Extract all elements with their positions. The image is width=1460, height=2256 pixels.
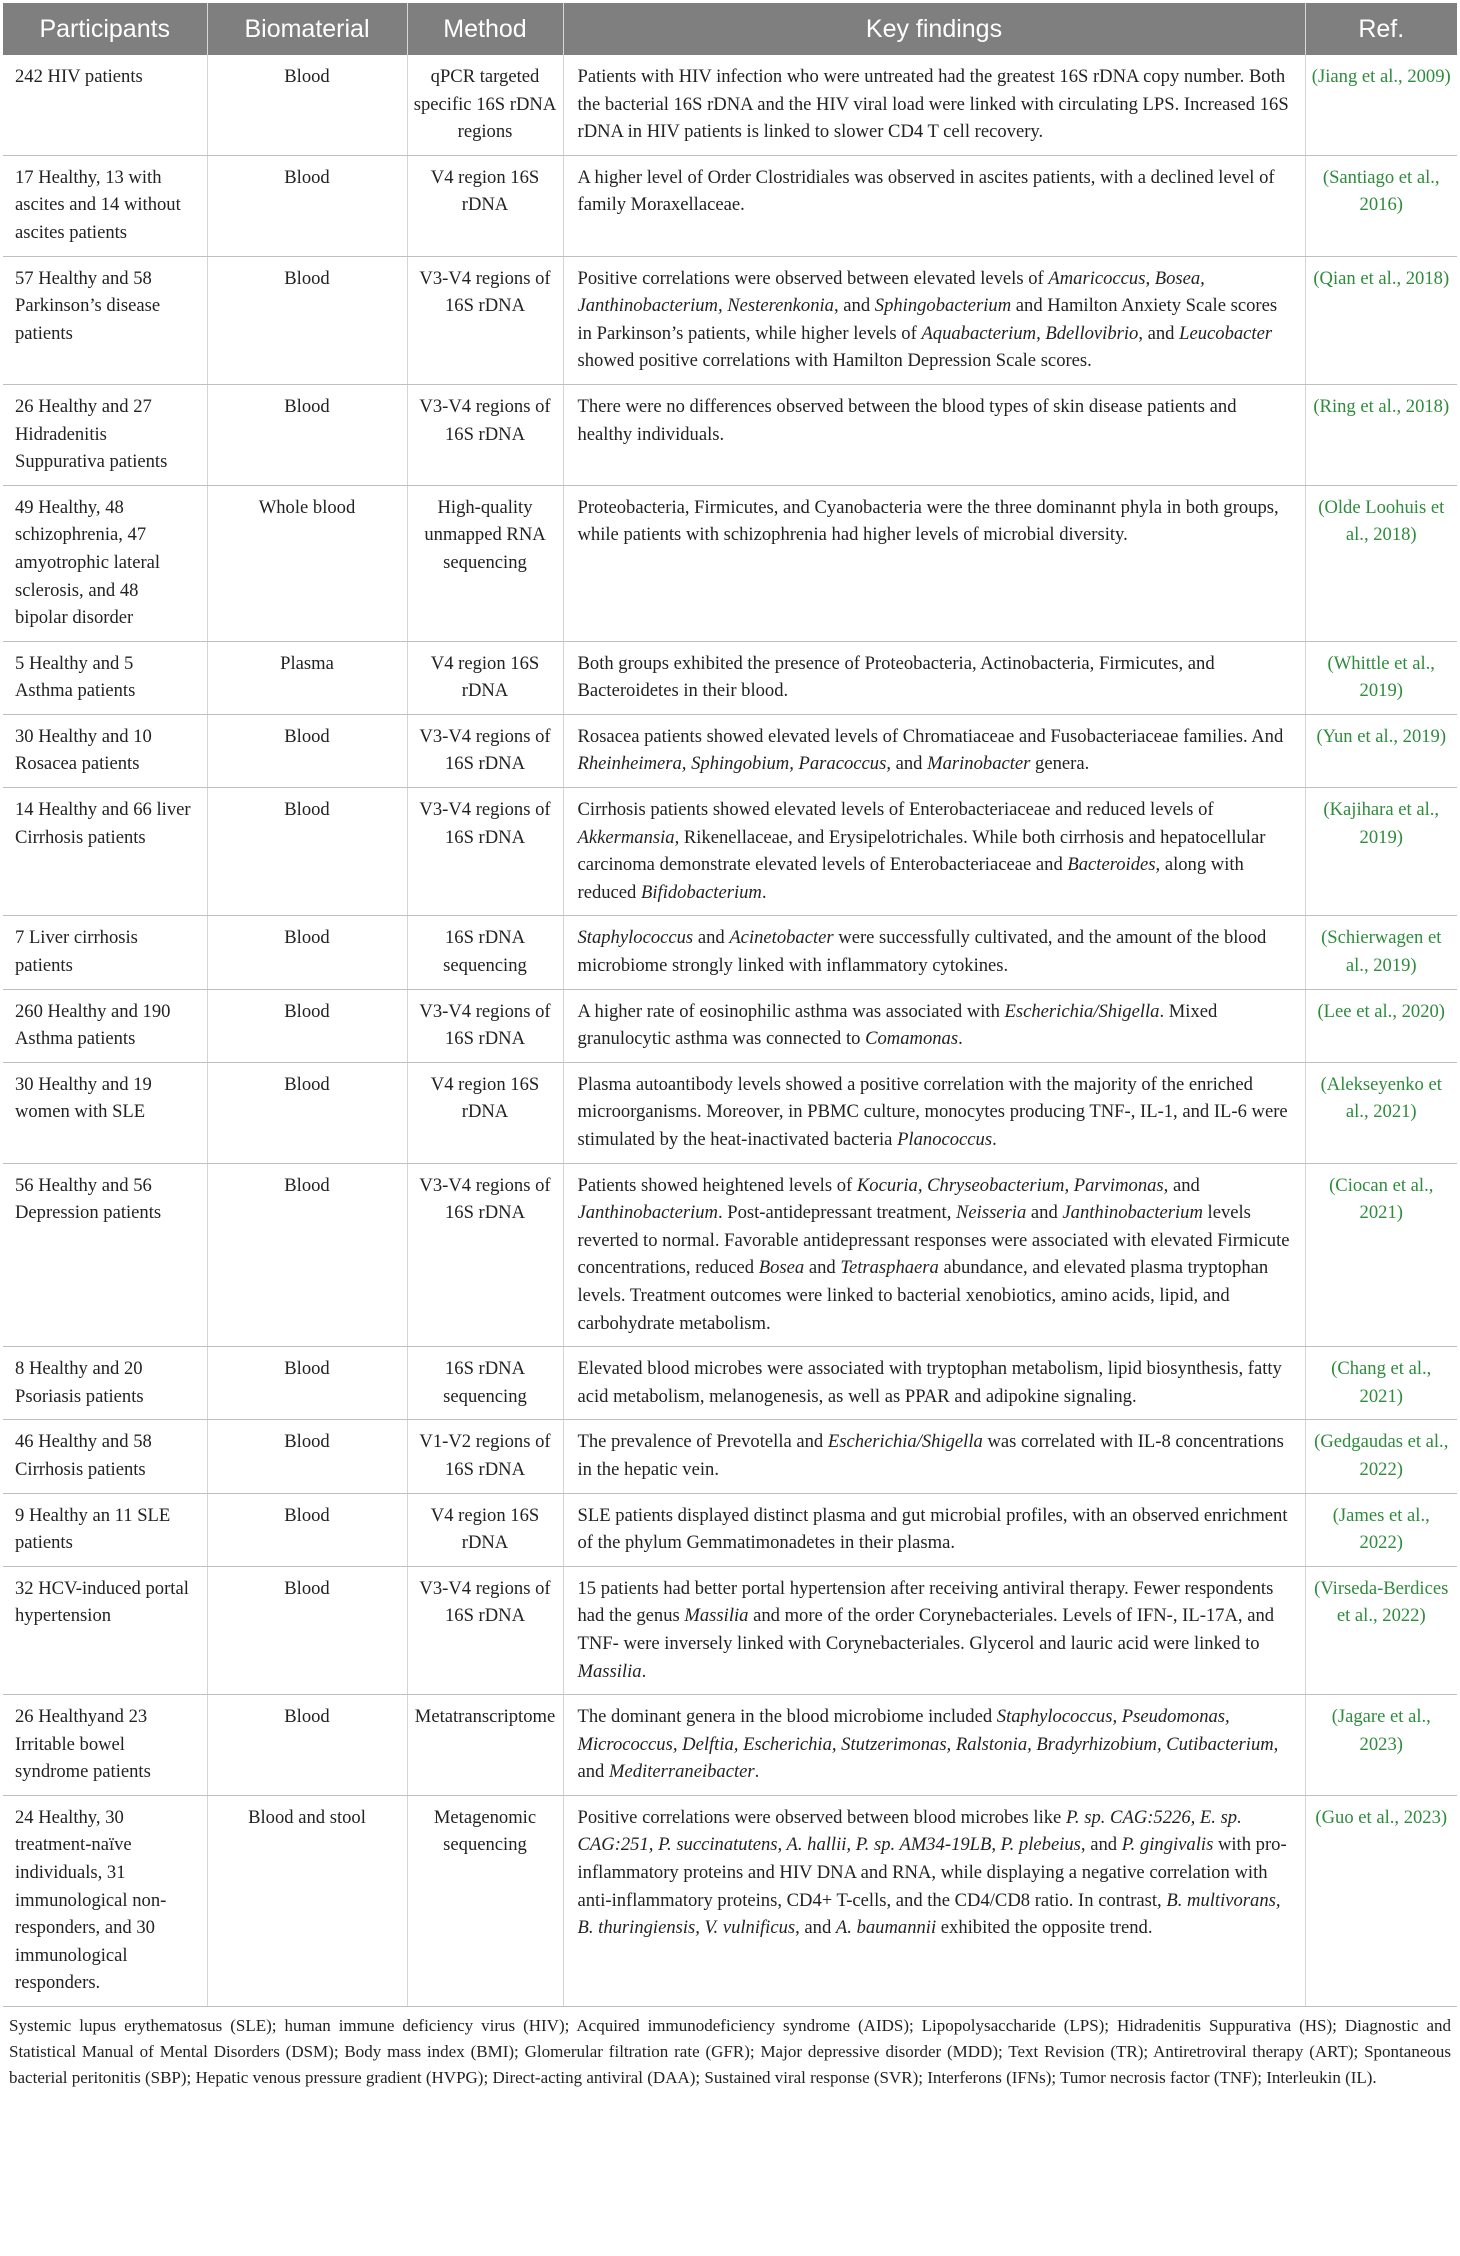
key-findings-cell: SLE patients displayed distinct plasma and gut microbial profiles, with an observed enrichment of the phylum Gemmatimonadetes in their plasma. [563, 1493, 1305, 1566]
table-row [3, 1347, 1457, 1420]
table-row [3, 1493, 1457, 1566]
participants-cell: 8 Healthy and 20 Psoriasis patients [3, 1347, 207, 1420]
key-findings-cell: Both groups exhibited the presence of Proteobacteria, Actinobacteria, Firmicutes, and Bacteroidetes in their blood. [563, 641, 1305, 714]
method-cell: 16S rDNA sequencing [407, 916, 563, 989]
reference-link[interactable]: (Schierwagen et al., 2019) [1305, 916, 1457, 989]
key-findings-cell: Patients with HIV infection who were untreated had the greatest 16S rDNA copy number. Both the bacterial 16S rDNA and the HIV viral load were linked with circulating LPS. Increased 16S rDNA in HIV patients is linked to slower CD4 T cell recovery. [563, 55, 1305, 155]
participants-cell: 49 Healthy, 48 schizophrenia, 47 amyotrophic lateral sclerosis, and 48 bipolar disorder [3, 485, 207, 641]
table-row [3, 55, 1457, 155]
biomaterial-cell: Blood [207, 1566, 407, 1694]
biomaterial-cell: Blood [207, 1062, 407, 1163]
method-cell: qPCR targeted specific 16S rDNA regions [407, 55, 563, 155]
blood-microbiome-table [3, 3, 1457, 2007]
table-row [3, 1163, 1457, 1347]
reference-link[interactable]: (Olde Loohuis et al., 2018) [1305, 485, 1457, 641]
reference-link[interactable]: (Jagare et al., 2023) [1305, 1695, 1457, 1796]
header-biomaterial: Biomaterial [207, 3, 407, 55]
table-container [3, 3, 1457, 2091]
reference-link[interactable]: (Guo et al., 2023) [1305, 1795, 1457, 2006]
biomaterial-cell: Blood [207, 1347, 407, 1420]
biomaterial-cell: Blood [207, 989, 407, 1062]
key-findings-cell: Positive correlations were observed between blood microbes like P. sp. CAG:5226, E. sp. CAG:251, P. succinatutens, A. hallii, P. sp. AM34-19LB, P. plebeius, and P. gingivalis with pro-inflammatory proteins and HIV DNA and RNA, while displaying a negative correlation with anti-inflammatory proteins, CD4+ T-cells, and the CD4/CD8 ratio. In contrast, B. multivorans, B. thuringiensis, V. vulnificus, and A. baumannii exhibited the opposite trend. [563, 1795, 1305, 2006]
participants-cell: 260 Healthy and 190 Asthma patients [3, 989, 207, 1062]
participants-cell: 56 Healthy and 56 Depression patients [3, 1163, 207, 1347]
key-findings-cell: Cirrhosis patients showed elevated levels of Enterobacteriaceae and reduced levels of Akkermansia, Rikenellaceae, and Erysipelotrichales. While both cirrhosis and hepatocellular carcinoma demonstrate elevated levels of Enterobacteriaceae and Bacteroides, along with reduced Bifidobacterium. [563, 788, 1305, 916]
participants-cell: 57 Healthy and 58 Parkinson’s disease patients [3, 256, 207, 384]
participants-cell: 5 Healthy and 5 Asthma patients [3, 641, 207, 714]
biomaterial-cell: Blood [207, 256, 407, 384]
method-cell: V4 region 16S rDNA [407, 641, 563, 714]
key-findings-cell: A higher level of Order Clostridiales was observed in ascites patients, with a declined level of family Moraxellaceae. [563, 155, 1305, 256]
biomaterial-cell: Blood [207, 788, 407, 916]
biomaterial-cell: Plasma [207, 641, 407, 714]
reference-link[interactable]: (Gedgaudas et al., 2022) [1305, 1420, 1457, 1493]
table-row [3, 485, 1457, 641]
table-row [3, 1566, 1457, 1694]
header-participants: Participants [3, 3, 207, 55]
biomaterial-cell: Blood [207, 1163, 407, 1347]
reference-link[interactable]: (Ring et al., 2018) [1305, 384, 1457, 485]
key-findings-cell: 15 patients had better portal hypertension after receiving antiviral therapy. Fewer respondents had the genus Massilia and more of the order Corynebacteriales. Levels of IFN-, IL-17A, and TNF- were inversely linked with Corynebacteriales. Glycerol and lauric acid were linked to Massilia. [563, 1566, 1305, 1694]
biomaterial-cell: Blood [207, 55, 407, 155]
reference-link[interactable]: (Whittle et al., 2019) [1305, 641, 1457, 714]
key-findings-cell: Staphylococcus and Acinetobacter were successfully cultivated, and the amount of the blood microbiome strongly linked with inflammatory cytokines. [563, 916, 1305, 989]
key-findings-cell: The prevalence of Prevotella and Escherichia/Shigella was correlated with IL-8 concentrations in the hepatic vein. [563, 1420, 1305, 1493]
method-cell: V3-V4 regions of 16S rDNA [407, 1566, 563, 1694]
biomaterial-cell: Blood [207, 714, 407, 787]
table-body [3, 55, 1457, 2007]
participants-cell: 17 Healthy, 13 with ascites and 14 without ascites patients [3, 155, 207, 256]
method-cell: 16S rDNA sequencing [407, 1347, 563, 1420]
table-row [3, 256, 1457, 384]
participants-cell: 26 Healthyand 23 Irritable bowel syndrome patients [3, 1695, 207, 1796]
method-cell: V3-V4 regions of 16S rDNA [407, 1163, 563, 1347]
key-findings-cell: There were no differences observed between the blood types of skin disease patients and healthy individuals. [563, 384, 1305, 485]
table-row [3, 384, 1457, 485]
method-cell: V1-V2 regions of 16S rDNA [407, 1420, 563, 1493]
table-header [3, 3, 1457, 55]
participants-cell: 26 Healthy and 27 Hidradenitis Suppurativa patients [3, 384, 207, 485]
reference-link[interactable]: (Santiago et al., 2016) [1305, 155, 1457, 256]
biomaterial-cell: Whole blood [207, 485, 407, 641]
key-findings-cell: Plasma autoantibody levels showed a positive correlation with the majority of the enriched microorganisms. Moreover, in PBMC culture, monocytes producing TNF-, IL-1, and IL-6 were stimulated by the heat-inactivated bacteria Planococcus. [563, 1062, 1305, 1163]
method-cell: Metatranscriptome [407, 1695, 563, 1796]
participants-cell: 46 Healthy and 58 Cirrhosis patients [3, 1420, 207, 1493]
reference-link[interactable]: (Lee et al., 2020) [1305, 989, 1457, 1062]
participants-cell: 242 HIV patients [3, 55, 207, 155]
header-ref: Ref. [1305, 3, 1457, 55]
method-cell: V3-V4 regions of 16S rDNA [407, 989, 563, 1062]
key-findings-cell: Rosacea patients showed elevated levels of Chromatiaceae and Fusobacteriaceae families. And Rheinheimera, Sphingobium, Paracoccus, and Marinobacter genera. [563, 714, 1305, 787]
method-cell: Metagenomic sequencing [407, 1795, 563, 2006]
table-row [3, 641, 1457, 714]
biomaterial-cell: Blood [207, 1695, 407, 1796]
method-cell: V4 region 16S rDNA [407, 1062, 563, 1163]
key-findings-cell: The dominant genera in the blood microbiome included Staphylococcus, Pseudomonas, Micrococcus, Delftia, Escherichia, Stutzerimonas, Ralstonia, Bradyrhizobium, Cutibacterium, and Mediterraneibacter. [563, 1695, 1305, 1796]
method-cell: V3-V4 regions of 16S rDNA [407, 788, 563, 916]
participants-cell: 30 Healthy and 19 women with SLE [3, 1062, 207, 1163]
participants-cell: 7 Liver cirrhosis patients [3, 916, 207, 989]
table-footnote: Systemic lupus erythematosus (SLE); human immune deficiency virus (HIV); Acquired immunodeficiency syndrome (AIDS); Lipopolysaccharide (LPS); Hidradenitis Suppurativa (HS); Diagnostic and Statistical Manual of Mental Disorders (DSM); Body mass index (BMI); Glomerular filtration rate (GFR); Major depressive disorder (MDD); Text Revision (TR); Antiretroviral therapy (ART); Spontaneous bacterial peritonitis (SBP); Hepatic venous pressure gradient (HVPG); Direct-acting antiviral (DAA); Sustained viral response (SVR); Interferons (IFNs); Tumor necrosis factor (TNF); Interleukin (IL). [9, 2016, 1451, 2088]
table-row [3, 1420, 1457, 1493]
method-cell: V3-V4 regions of 16S rDNA [407, 256, 563, 384]
biomaterial-cell: Blood [207, 1493, 407, 1566]
header-key-findings: Key findings [563, 3, 1305, 55]
table-row [3, 1795, 1457, 2006]
header-row [3, 3, 1457, 55]
method-cell: V3-V4 regions of 16S rDNA [407, 714, 563, 787]
reference-link[interactable]: (Virseda-Berdices et al., 2022) [1305, 1566, 1457, 1694]
table-row [3, 916, 1457, 989]
key-findings-cell: Elevated blood microbes were associated with tryptophan metabolism, lipid biosynthesis, fatty acid metabolism, melanogenesis, as well as PPAR and adipokine signaling. [563, 1347, 1305, 1420]
table-row [3, 714, 1457, 787]
method-cell: V3-V4 regions of 16S rDNA [407, 384, 563, 485]
table-row [3, 788, 1457, 916]
key-findings-cell: A higher rate of eosinophilic asthma was associated with Escherichia/Shigella. Mixed granulocytic asthma was connected to Comamonas. [563, 989, 1305, 1062]
participants-cell: 9 Healthy an 11 SLE patients [3, 1493, 207, 1566]
reference-link[interactable]: (Ciocan et al., 2021) [1305, 1163, 1457, 1347]
biomaterial-cell: Blood and stool [207, 1795, 407, 2006]
biomaterial-cell: Blood [207, 916, 407, 989]
reference-link[interactable]: (Jiang et al., 2009) [1305, 55, 1457, 155]
reference-link[interactable]: (Qian et al., 2018) [1305, 256, 1457, 384]
reference-link[interactable]: (James et al., 2022) [1305, 1493, 1457, 1566]
reference-link[interactable]: (Kajihara et al., 2019) [1305, 788, 1457, 916]
reference-link[interactable]: (Chang et al., 2021) [1305, 1347, 1457, 1420]
participants-cell: 30 Healthy and 10 Rosacea patients [3, 714, 207, 787]
participants-cell: 14 Healthy and 66 liver Cirrhosis patients [3, 788, 207, 916]
table-row [3, 1062, 1457, 1163]
header-method: Method [407, 3, 563, 55]
method-cell: High-quality unmapped RNA sequencing [407, 485, 563, 641]
method-cell: V4 region 16S rDNA [407, 155, 563, 256]
key-findings-cell: Positive correlations were observed between elevated levels of Amaricoccus, Bosea, Janthinobacterium, Nesterenkonia, and Sphingobacterium and Hamilton Anxiety Scale scores in Parkinson’s patients, while higher levels of Aquabacterium, Bdellovibrio, and Leucobacter showed positive correlations with Hamilton Depression Scale scores. [563, 256, 1305, 384]
table-row [3, 989, 1457, 1062]
table-row [3, 155, 1457, 256]
method-cell: V4 region 16S rDNA [407, 1493, 563, 1566]
reference-link[interactable]: (Alekseyenko et al., 2021) [1305, 1062, 1457, 1163]
key-findings-cell: Proteobacteria, Firmicutes, and Cyanobacteria were the three dominannt phyla in both groups, while patients with schizophrenia had higher levels of microbial diversity. [563, 485, 1305, 641]
key-findings-cell: Patients showed heightened levels of Kocuria, Chryseobacterium, Parvimonas, and Janthinobacterium. Post-antidepressant treatment, Neisseria and Janthinobacterium levels reverted to normal. Favorable antidepressant responses were associated with elevated Firmicute concentrations, reduced Bosea and Tetrasphaera abundance, and elevated plasma tryptophan levels. Treatment outcomes were linked to bacterial xenobiotics, amino acids, lipid, and carbohydrate metabolism. [563, 1163, 1305, 1347]
participants-cell: 32 HCV-induced portal hypertension [3, 1566, 207, 1694]
biomaterial-cell: Blood [207, 155, 407, 256]
participants-cell: 24 Healthy, 30 treatment-naïve individuals, 31 immunological non-responders, and 30 immunological responders. [3, 1795, 207, 2006]
biomaterial-cell: Blood [207, 1420, 407, 1493]
reference-link[interactable]: (Yun et al., 2019) [1305, 714, 1457, 787]
biomaterial-cell: Blood [207, 384, 407, 485]
table-row [3, 1695, 1457, 1796]
